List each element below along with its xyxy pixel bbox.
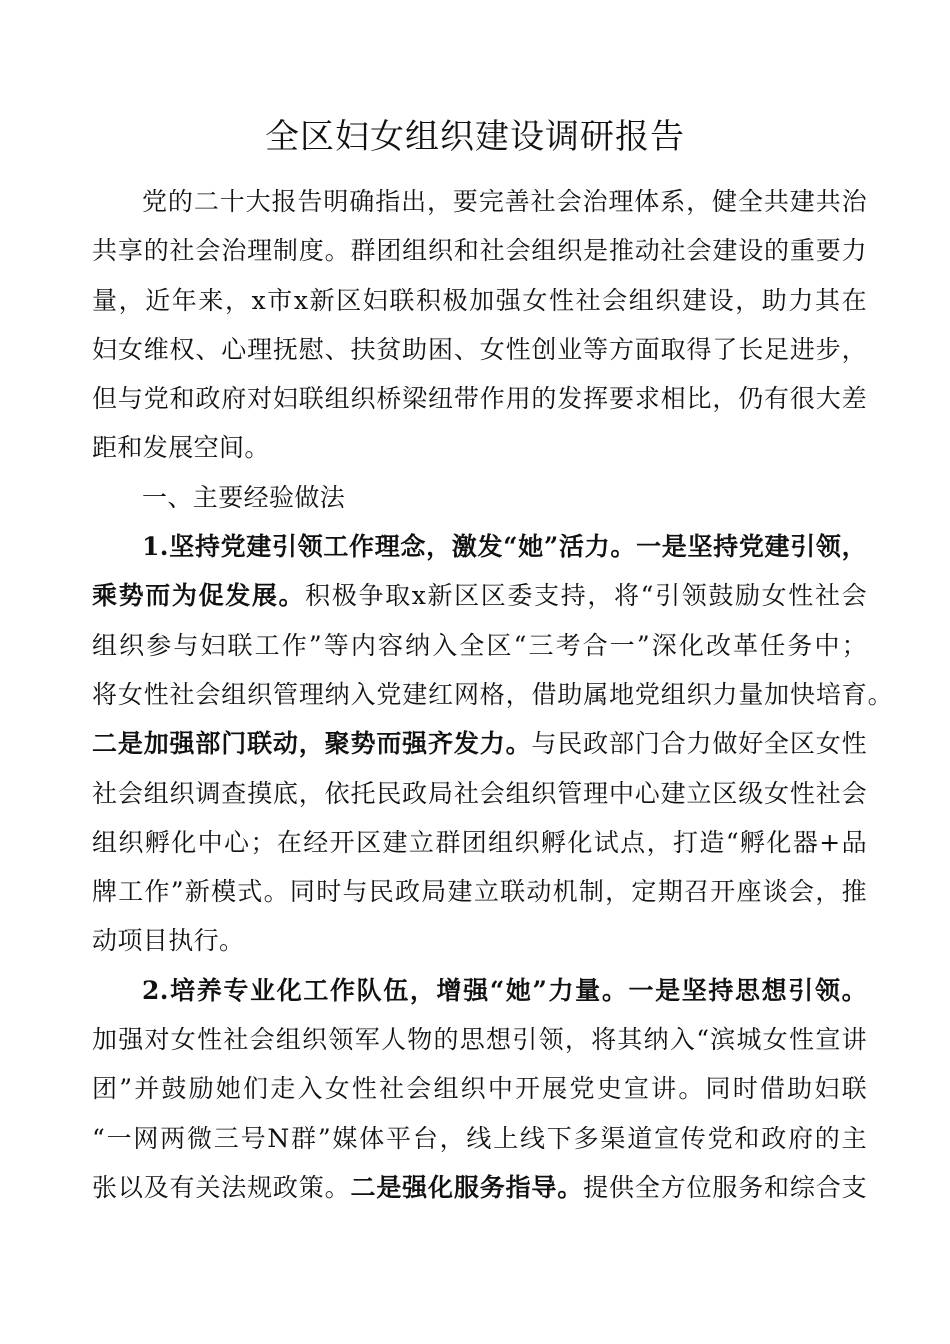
document-title: 全区妇女组织建设调研报告: [265, 117, 685, 157]
paragraph-1-emphasis: 二是加强部门联动，聚势而强齐发力。: [92, 729, 532, 759]
paragraph-1-line: 将女性社会组织管理纳入党建红网格，借助属地党组织力量加快培育。: [92, 679, 893, 709]
paragraph-1-line: 牌工作”新模式。同时与民政局建立联动机制，定期召开座谈会，推: [92, 877, 867, 907]
paragraph-1-line: 组织参与妇联工作”等内容纳入全区“三考合一”深化改革任务中；: [92, 630, 867, 660]
paragraph-1-line: 组织孵化中心；在经开区建立群团组织孵化试点，打造“孵化器+品: [92, 827, 867, 857]
paragraph-1-text: 与民政部门合力做好全区女性: [531, 729, 867, 759]
paragraph-2-lead: 2.培养专业化工作队伍，增强“她”力量。一是坚持思想引领。: [142, 975, 867, 1005]
paragraph-2-emphasis: 二是强化服务指导。: [350, 1172, 584, 1202]
paragraph-2-line: 团”并鼓励她们走入女性社会组织中开展党史宣讲。同时借助妇联: [92, 1074, 867, 1104]
intro-line: 距和发展空间。: [92, 433, 270, 463]
paragraph-1-line: 社会组织调查摸底，依托民政局社会组织管理中心建立区级女性社会: [92, 778, 867, 808]
intro-line: 但与党和政府对妇联组织桥梁纽带作用的发挥要求相比，仍有很大差: [92, 384, 867, 414]
paragraph-1-text: 积极争取x新区区委支持，将“引领鼓励女性社会: [305, 581, 868, 611]
paragraph-1-line: [92, 719, 867, 768]
section-heading: 一、主要经验做法: [142, 482, 346, 512]
intro-line: 量，近年来，x市x新区妇联积极加强女性社会组织建设，助力其在: [92, 285, 867, 315]
intro-line: 党的二十大报告明确指出，要完善社会治理体系，健全共建共治: [142, 187, 867, 216]
paragraph-2-text: 张以及有关法规政策。: [92, 1172, 351, 1202]
paragraph-2-line: [92, 1163, 867, 1212]
intro-line: 共享的社会治理制度。群团组织和社会组织是推动社会建设的重要力: [92, 236, 867, 266]
paragraph-2-text: 提供全方位服务和综合支: [583, 1172, 867, 1202]
paragraph-1-line: [92, 571, 867, 620]
paragraph-1-lead: 1.坚持党建引领工作理念，激发“她”活力。一是坚持党建引领，: [142, 532, 867, 562]
paragraph-1-line: 动项目执行。: [92, 926, 245, 956]
paragraph-1-emphasis: 乘势而为促发展。: [92, 581, 306, 611]
paragraph-2-line: 加强对女性社会组织领军人物的思想引领，将其纳入“滨城女性宣讲: [92, 1025, 867, 1055]
document-body: [92, 177, 893, 1212]
paragraph-2-line: “一网两微三号N群”媒体平台，线上线下多渠道宣传党和政府的主: [92, 1123, 867, 1153]
intro-line: 妇女维权、心理抚慰、扶贫助困、女性创业等方面取得了长足进步，: [92, 334, 867, 364]
